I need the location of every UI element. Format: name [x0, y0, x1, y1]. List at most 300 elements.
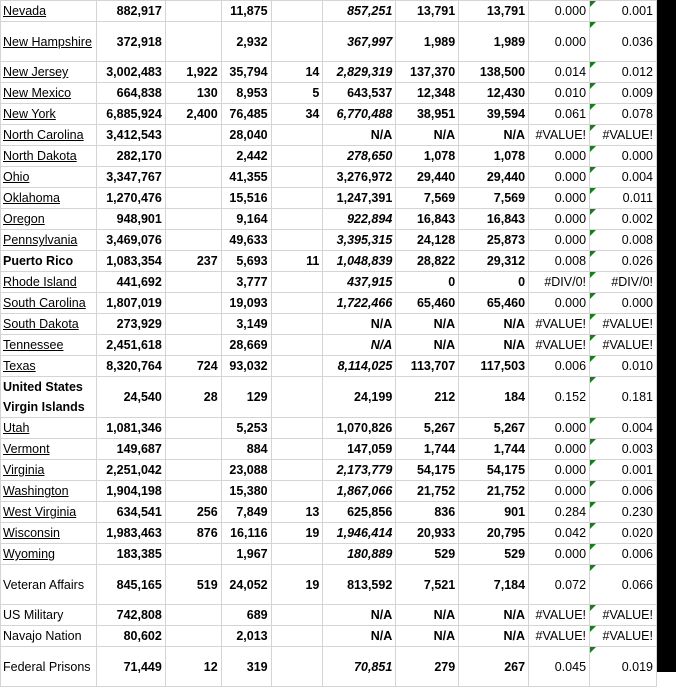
jurisdiction-name[interactable]: Wyoming: [3, 547, 55, 561]
cell-c6[interactable]: 529: [396, 544, 459, 565]
cell-c4[interactable]: [271, 626, 323, 647]
cell-c8[interactable]: 0.000: [529, 146, 590, 167]
cell-c3[interactable]: 3,149: [221, 314, 271, 335]
cell-c3[interactable]: 2,442: [221, 146, 271, 167]
cell-c1[interactable]: 1,083,354: [96, 251, 165, 272]
cell-c7[interactable]: N/A: [459, 626, 529, 647]
cell-c1[interactable]: 882,917: [96, 1, 165, 22]
jurisdiction-name[interactable]: Texas: [3, 359, 36, 373]
cell-c8[interactable]: #VALUE!: [529, 125, 590, 146]
jurisdiction-link-cell[interactable]: [1, 1, 97, 22]
cell-c5[interactable]: 3,395,315: [323, 230, 396, 251]
cell-c1[interactable]: 1,904,198: [96, 481, 165, 502]
cell-c2[interactable]: [165, 544, 221, 565]
cell-c6[interactable]: 1,989: [396, 22, 459, 62]
cell-c3[interactable]: 9,164: [221, 209, 271, 230]
cell-c2[interactable]: [165, 272, 221, 293]
cell-c7[interactable]: 0: [459, 272, 529, 293]
cell-c2[interactable]: [165, 22, 221, 62]
cell-c1[interactable]: 282,170: [96, 146, 165, 167]
jurisdiction-name[interactable]: Wisconsin: [3, 526, 60, 540]
cell-c7[interactable]: N/A: [459, 314, 529, 335]
cell-c2[interactable]: [165, 314, 221, 335]
cell-c6[interactable]: N/A: [396, 335, 459, 356]
jurisdiction-link-cell[interactable]: [1, 125, 97, 146]
cell-c1[interactable]: 71,449: [96, 647, 165, 687]
cell-c1[interactable]: 742,808: [96, 605, 165, 626]
cell-c8[interactable]: #DIV/0!: [529, 272, 590, 293]
cell-c9[interactable]: 0.008: [590, 230, 657, 251]
cell-c1[interactable]: 1,081,346: [96, 418, 165, 439]
jurisdiction-name[interactable]: North Dakota: [3, 149, 77, 163]
cell-c7[interactable]: N/A: [459, 125, 529, 146]
cell-c8[interactable]: 0.000: [529, 188, 590, 209]
cell-c7[interactable]: N/A: [459, 605, 529, 626]
cell-c8[interactable]: 0.045: [529, 647, 590, 687]
cell-c9[interactable]: 0.004: [590, 418, 657, 439]
cell-c6[interactable]: 29,440: [396, 167, 459, 188]
cell-c2[interactable]: [165, 188, 221, 209]
cell-c1[interactable]: 273,929: [96, 314, 165, 335]
cell-c9[interactable]: 0.066: [590, 565, 657, 605]
cell-c9[interactable]: 0.230: [590, 502, 657, 523]
cell-c3[interactable]: 129: [221, 377, 271, 418]
cell-c8[interactable]: 0.000: [529, 418, 590, 439]
jurisdiction-name[interactable]: Vermont: [3, 442, 50, 456]
cell-c8[interactable]: 0.000: [529, 481, 590, 502]
jurisdiction-name[interactable]: New Jersey: [3, 65, 69, 79]
cell-c3[interactable]: 15,380: [221, 481, 271, 502]
cell-c5[interactable]: 24,199: [323, 377, 396, 418]
cell-c5[interactable]: N/A: [323, 125, 396, 146]
cell-c2[interactable]: [165, 481, 221, 502]
cell-c5[interactable]: 857,251: [323, 1, 396, 22]
cell-c1[interactable]: 1,983,463: [96, 523, 165, 544]
cell-c9[interactable]: 0.006: [590, 544, 657, 565]
cell-c4[interactable]: [271, 293, 323, 314]
cell-c3[interactable]: 49,633: [221, 230, 271, 251]
cell-c5[interactable]: 813,592: [323, 565, 396, 605]
cell-c7[interactable]: 1,078: [459, 146, 529, 167]
cell-c5[interactable]: 1,722,466: [323, 293, 396, 314]
cell-c2[interactable]: 519: [165, 565, 221, 605]
cell-c9[interactable]: 0.003: [590, 439, 657, 460]
cell-c7[interactable]: 13,791: [459, 1, 529, 22]
cell-c6[interactable]: N/A: [396, 605, 459, 626]
cell-c4[interactable]: [271, 377, 323, 418]
cell-c8[interactable]: 0.072: [529, 565, 590, 605]
jurisdiction-cell[interactable]: [1, 626, 97, 647]
cell-c1[interactable]: 2,251,042: [96, 460, 165, 481]
cell-c4[interactable]: [271, 314, 323, 335]
cell-c4[interactable]: [271, 647, 323, 687]
cell-c2[interactable]: 256: [165, 502, 221, 523]
cell-c1[interactable]: 441,692: [96, 272, 165, 293]
jurisdiction-name[interactable]: Rhode Island: [3, 275, 77, 289]
cell-c1[interactable]: 2,451,618: [96, 335, 165, 356]
cell-c5[interactable]: 278,650: [323, 146, 396, 167]
cell-c1[interactable]: 24,540: [96, 377, 165, 418]
cell-c5[interactable]: 2,173,779: [323, 460, 396, 481]
cell-c6[interactable]: 24,128: [396, 230, 459, 251]
cell-c4[interactable]: [271, 230, 323, 251]
cell-c5[interactable]: 2,829,319: [323, 62, 396, 83]
cell-c9[interactable]: #DIV/0!: [590, 272, 657, 293]
cell-c4[interactable]: [271, 146, 323, 167]
jurisdiction-link-cell[interactable]: [1, 481, 97, 502]
cell-c5[interactable]: 1,048,839: [323, 251, 396, 272]
cell-c2[interactable]: [165, 167, 221, 188]
cell-c3[interactable]: 1,967: [221, 544, 271, 565]
jurisdiction-name[interactable]: New Mexico: [3, 86, 72, 100]
cell-c2[interactable]: [165, 418, 221, 439]
cell-c2[interactable]: [165, 230, 221, 251]
cell-c3[interactable]: 884: [221, 439, 271, 460]
cell-c4[interactable]: 19: [271, 565, 323, 605]
cell-c9[interactable]: 0.020: [590, 523, 657, 544]
cell-c7[interactable]: 529: [459, 544, 529, 565]
cell-c4[interactable]: 11: [271, 251, 323, 272]
cell-c9[interactable]: 0.010: [590, 356, 657, 377]
jurisdiction-name[interactable]: Nevada: [3, 4, 47, 18]
jurisdiction-link-cell[interactable]: [1, 439, 97, 460]
cell-c7[interactable]: 21,752: [459, 481, 529, 502]
cell-c5[interactable]: 147,059: [323, 439, 396, 460]
cell-c1[interactable]: 3,469,076: [96, 230, 165, 251]
cell-c4[interactable]: [271, 188, 323, 209]
cell-c3[interactable]: 16,116: [221, 523, 271, 544]
cell-c1[interactable]: 6,885,924: [96, 104, 165, 125]
cell-c7[interactable]: 5,267: [459, 418, 529, 439]
cell-c3[interactable]: 11,875: [221, 1, 271, 22]
cell-c6[interactable]: 7,521: [396, 565, 459, 605]
jurisdiction-link-cell[interactable]: [1, 460, 97, 481]
jurisdiction-link-cell[interactable]: [1, 544, 97, 565]
cell-c5[interactable]: 1,247,391: [323, 188, 396, 209]
cell-c8[interactable]: 0.000: [529, 460, 590, 481]
jurisdiction-cell[interactable]: [1, 377, 97, 418]
cell-c5[interactable]: 3,276,972: [323, 167, 396, 188]
cell-c5[interactable]: 437,915: [323, 272, 396, 293]
cell-c9[interactable]: #VALUE!: [590, 626, 657, 647]
cell-c8[interactable]: 0.284: [529, 502, 590, 523]
cell-c3[interactable]: 689: [221, 605, 271, 626]
cell-c3[interactable]: 93,032: [221, 356, 271, 377]
cell-c4[interactable]: [271, 167, 323, 188]
cell-c4[interactable]: [271, 481, 323, 502]
cell-c7[interactable]: 25,873: [459, 230, 529, 251]
cell-c3[interactable]: 76,485: [221, 104, 271, 125]
cell-c9[interactable]: 0.019: [590, 647, 657, 687]
cell-c4[interactable]: 34: [271, 104, 323, 125]
cell-c7[interactable]: 65,460: [459, 293, 529, 314]
cell-c8[interactable]: 0.000: [529, 439, 590, 460]
cell-c2[interactable]: [165, 1, 221, 22]
jurisdiction-link-cell[interactable]: [1, 293, 97, 314]
jurisdiction-name[interactable]: Oregon: [3, 212, 45, 226]
cell-c2[interactable]: 876: [165, 523, 221, 544]
cell-c6[interactable]: 836: [396, 502, 459, 523]
cell-c2[interactable]: 1,922: [165, 62, 221, 83]
cell-c9[interactable]: 0.004: [590, 167, 657, 188]
cell-c2[interactable]: [165, 293, 221, 314]
cell-c9[interactable]: 0.012: [590, 62, 657, 83]
cell-c4[interactable]: [271, 22, 323, 62]
jurisdiction-link-cell[interactable]: [1, 314, 97, 335]
cell-c4[interactable]: [271, 460, 323, 481]
cell-c9[interactable]: #VALUE!: [590, 314, 657, 335]
jurisdiction-name[interactable]: Pennsylvania: [3, 233, 78, 247]
cell-c6[interactable]: 16,843: [396, 209, 459, 230]
cell-c4[interactable]: [271, 356, 323, 377]
cell-c2[interactable]: 12: [165, 647, 221, 687]
cell-c2[interactable]: [165, 605, 221, 626]
cell-c2[interactable]: 2,400: [165, 104, 221, 125]
jurisdiction-link-cell[interactable]: [1, 146, 97, 167]
cell-c6[interactable]: 7,569: [396, 188, 459, 209]
cell-c8[interactable]: 0.000: [529, 544, 590, 565]
cell-c3[interactable]: 2,013: [221, 626, 271, 647]
jurisdiction-name[interactable]: Oklahoma: [3, 191, 60, 205]
jurisdiction-cell[interactable]: [1, 251, 97, 272]
cell-c1[interactable]: 1,270,476: [96, 188, 165, 209]
jurisdiction-link-cell[interactable]: [1, 272, 97, 293]
cell-c9[interactable]: 0.181: [590, 377, 657, 418]
cell-c5[interactable]: N/A: [323, 605, 396, 626]
cell-c7[interactable]: 7,184: [459, 565, 529, 605]
cell-c6[interactable]: 137,370: [396, 62, 459, 83]
cell-c1[interactable]: 634,541: [96, 502, 165, 523]
cell-c3[interactable]: 319: [221, 647, 271, 687]
cell-c8[interactable]: 0.010: [529, 83, 590, 104]
cell-c4[interactable]: 5: [271, 83, 323, 104]
jurisdiction-name[interactable]: North Carolina: [3, 128, 84, 142]
cell-c8[interactable]: #VALUE!: [529, 314, 590, 335]
cell-c7[interactable]: 901: [459, 502, 529, 523]
jurisdiction-link-cell[interactable]: [1, 104, 97, 125]
cell-c5[interactable]: N/A: [323, 626, 396, 647]
cell-c8[interactable]: 0.000: [529, 293, 590, 314]
cell-c1[interactable]: 3,347,767: [96, 167, 165, 188]
cell-c6[interactable]: 279: [396, 647, 459, 687]
cell-c5[interactable]: 70,851: [323, 647, 396, 687]
cell-c5[interactable]: 1,867,066: [323, 481, 396, 502]
cell-c5[interactable]: 625,856: [323, 502, 396, 523]
cell-c6[interactable]: N/A: [396, 314, 459, 335]
cell-c6[interactable]: 1,744: [396, 439, 459, 460]
cell-c2[interactable]: [165, 209, 221, 230]
cell-c3[interactable]: 19,093: [221, 293, 271, 314]
cell-c6[interactable]: 13,791: [396, 1, 459, 22]
cell-c8[interactable]: 0.006: [529, 356, 590, 377]
cell-c3[interactable]: 35,794: [221, 62, 271, 83]
cell-c7[interactable]: 7,569: [459, 188, 529, 209]
cell-c7[interactable]: 20,795: [459, 523, 529, 544]
jurisdiction-name[interactable]: Ohio: [3, 170, 30, 184]
cell-c3[interactable]: 2,932: [221, 22, 271, 62]
cell-c8[interactable]: 0.042: [529, 523, 590, 544]
cell-c4[interactable]: 19: [271, 523, 323, 544]
cell-c7[interactable]: 117,503: [459, 356, 529, 377]
jurisdiction-cell[interactable]: [1, 565, 97, 605]
cell-c5[interactable]: 922,894: [323, 209, 396, 230]
cell-c5[interactable]: 367,997: [323, 22, 396, 62]
cell-c3[interactable]: 41,355: [221, 167, 271, 188]
jurisdiction-link-cell[interactable]: [1, 62, 97, 83]
cell-c5[interactable]: 1,946,414: [323, 523, 396, 544]
cell-c4[interactable]: [271, 209, 323, 230]
jurisdiction-link-cell[interactable]: [1, 188, 97, 209]
cell-c2[interactable]: 237: [165, 251, 221, 272]
cell-c6[interactable]: 212: [396, 377, 459, 418]
cell-c4[interactable]: [271, 1, 323, 22]
cell-c9[interactable]: 0.006: [590, 481, 657, 502]
cell-c1[interactable]: 8,320,764: [96, 356, 165, 377]
cell-c4[interactable]: 13: [271, 502, 323, 523]
cell-c4[interactable]: [271, 439, 323, 460]
cell-c8[interactable]: 0.061: [529, 104, 590, 125]
jurisdiction-link-cell[interactable]: [1, 418, 97, 439]
cell-c7[interactable]: N/A: [459, 335, 529, 356]
cell-c3[interactable]: 5,253: [221, 418, 271, 439]
cell-c7[interactable]: 184: [459, 377, 529, 418]
cell-c8[interactable]: #VALUE!: [529, 335, 590, 356]
cell-c6[interactable]: 5,267: [396, 418, 459, 439]
jurisdiction-name[interactable]: Tennessee: [3, 338, 64, 352]
cell-c5[interactable]: 1,070,826: [323, 418, 396, 439]
jurisdiction-link-cell[interactable]: [1, 22, 97, 62]
cell-c8[interactable]: 0.000: [529, 1, 590, 22]
cell-c7[interactable]: 54,175: [459, 460, 529, 481]
cell-c4[interactable]: [271, 125, 323, 146]
cell-c1[interactable]: 664,838: [96, 83, 165, 104]
jurisdiction-link-cell[interactable]: [1, 502, 97, 523]
cell-c6[interactable]: 20,933: [396, 523, 459, 544]
jurisdiction-link-cell[interactable]: [1, 167, 97, 188]
cell-c1[interactable]: 948,901: [96, 209, 165, 230]
cell-c6[interactable]: 21,752: [396, 481, 459, 502]
jurisdiction-link-cell[interactable]: [1, 356, 97, 377]
cell-c6[interactable]: 28,822: [396, 251, 459, 272]
jurisdiction-name[interactable]: Utah: [3, 421, 30, 435]
cell-c1[interactable]: 3,002,483: [96, 62, 165, 83]
cell-c8[interactable]: 0.000: [529, 209, 590, 230]
jurisdiction-name[interactable]: New Hampshire: [3, 34, 92, 49]
cell-c2[interactable]: [165, 335, 221, 356]
cell-c3[interactable]: 28,669: [221, 335, 271, 356]
cell-c9[interactable]: 0.009: [590, 83, 657, 104]
jurisdiction-name[interactable]: West Virginia: [3, 505, 77, 519]
cell-c6[interactable]: 1,078: [396, 146, 459, 167]
cell-c9[interactable]: 0.000: [590, 293, 657, 314]
cell-c7[interactable]: 29,440: [459, 167, 529, 188]
cell-c3[interactable]: 7,849: [221, 502, 271, 523]
cell-c4[interactable]: [271, 335, 323, 356]
cell-c7[interactable]: 138,500: [459, 62, 529, 83]
cell-c4[interactable]: [271, 418, 323, 439]
cell-c5[interactable]: N/A: [323, 335, 396, 356]
jurisdiction-name[interactable]: South Dakota: [3, 317, 79, 331]
cell-c4[interactable]: 14: [271, 62, 323, 83]
jurisdiction-link-cell[interactable]: [1, 83, 97, 104]
cell-c6[interactable]: N/A: [396, 626, 459, 647]
jurisdiction-cell[interactable]: [1, 605, 97, 626]
cell-c8[interactable]: 0.000: [529, 167, 590, 188]
cell-c5[interactable]: 643,537: [323, 83, 396, 104]
cell-c7[interactable]: 267: [459, 647, 529, 687]
cell-c7[interactable]: 12,430: [459, 83, 529, 104]
cell-c1[interactable]: 372,918: [96, 22, 165, 62]
cell-c1[interactable]: 183,385: [96, 544, 165, 565]
jurisdiction-name[interactable]: Virginia: [3, 463, 45, 477]
cell-c2[interactable]: [165, 626, 221, 647]
jurisdiction-name[interactable]: South Carolina: [3, 296, 86, 310]
cell-c9[interactable]: 0.026: [590, 251, 657, 272]
jurisdiction-cell[interactable]: [1, 647, 97, 687]
cell-c3[interactable]: 15,516: [221, 188, 271, 209]
cell-c5[interactable]: 8,114,025: [323, 356, 396, 377]
cell-c8[interactable]: 0.014: [529, 62, 590, 83]
cell-c5[interactable]: N/A: [323, 314, 396, 335]
cell-c6[interactable]: 12,348: [396, 83, 459, 104]
jurisdiction-link-cell[interactable]: [1, 523, 97, 544]
cell-c3[interactable]: 28,040: [221, 125, 271, 146]
cell-c8[interactable]: 0.000: [529, 22, 590, 62]
cell-c1[interactable]: 845,165: [96, 565, 165, 605]
cell-c5[interactable]: 6,770,488: [323, 104, 396, 125]
cell-c6[interactable]: 54,175: [396, 460, 459, 481]
cell-c8[interactable]: #VALUE!: [529, 605, 590, 626]
jurisdiction-name[interactable]: Washington: [3, 484, 69, 498]
cell-c8[interactable]: 0.152: [529, 377, 590, 418]
cell-c9[interactable]: #VALUE!: [590, 125, 657, 146]
cell-c7[interactable]: 29,312: [459, 251, 529, 272]
cell-c6[interactable]: 38,951: [396, 104, 459, 125]
cell-c9[interactable]: #VALUE!: [590, 605, 657, 626]
cell-c8[interactable]: 0.008: [529, 251, 590, 272]
cell-c8[interactable]: #VALUE!: [529, 626, 590, 647]
cell-c7[interactable]: 16,843: [459, 209, 529, 230]
jurisdiction-link-cell[interactable]: [1, 209, 97, 230]
cell-c3[interactable]: 24,052: [221, 565, 271, 605]
cell-c9[interactable]: #VALUE!: [590, 335, 657, 356]
cell-c1[interactable]: 3,412,543: [96, 125, 165, 146]
jurisdiction-name[interactable]: New York: [3, 107, 56, 121]
cell-c6[interactable]: N/A: [396, 125, 459, 146]
cell-c7[interactable]: 39,594: [459, 104, 529, 125]
cell-c4[interactable]: [271, 544, 323, 565]
cell-c2[interactable]: 28: [165, 377, 221, 418]
cell-c9[interactable]: 0.000: [590, 146, 657, 167]
cell-c7[interactable]: 1,744: [459, 439, 529, 460]
cell-c6[interactable]: 0: [396, 272, 459, 293]
cell-c9[interactable]: 0.001: [590, 460, 657, 481]
cell-c3[interactable]: 8,953: [221, 83, 271, 104]
cell-c3[interactable]: 5,693: [221, 251, 271, 272]
cell-c7[interactable]: 1,989: [459, 22, 529, 62]
cell-c2[interactable]: [165, 460, 221, 481]
cell-c2[interactable]: 724: [165, 356, 221, 377]
cell-c3[interactable]: 23,088: [221, 460, 271, 481]
cell-c9[interactable]: 0.011: [590, 188, 657, 209]
cell-c6[interactable]: 65,460: [396, 293, 459, 314]
cell-c1[interactable]: 1,807,019: [96, 293, 165, 314]
cell-c3[interactable]: 3,777: [221, 272, 271, 293]
cell-c2[interactable]: [165, 439, 221, 460]
jurisdiction-link-cell[interactable]: [1, 230, 97, 251]
cell-c4[interactable]: [271, 272, 323, 293]
cell-c9[interactable]: 0.078: [590, 104, 657, 125]
